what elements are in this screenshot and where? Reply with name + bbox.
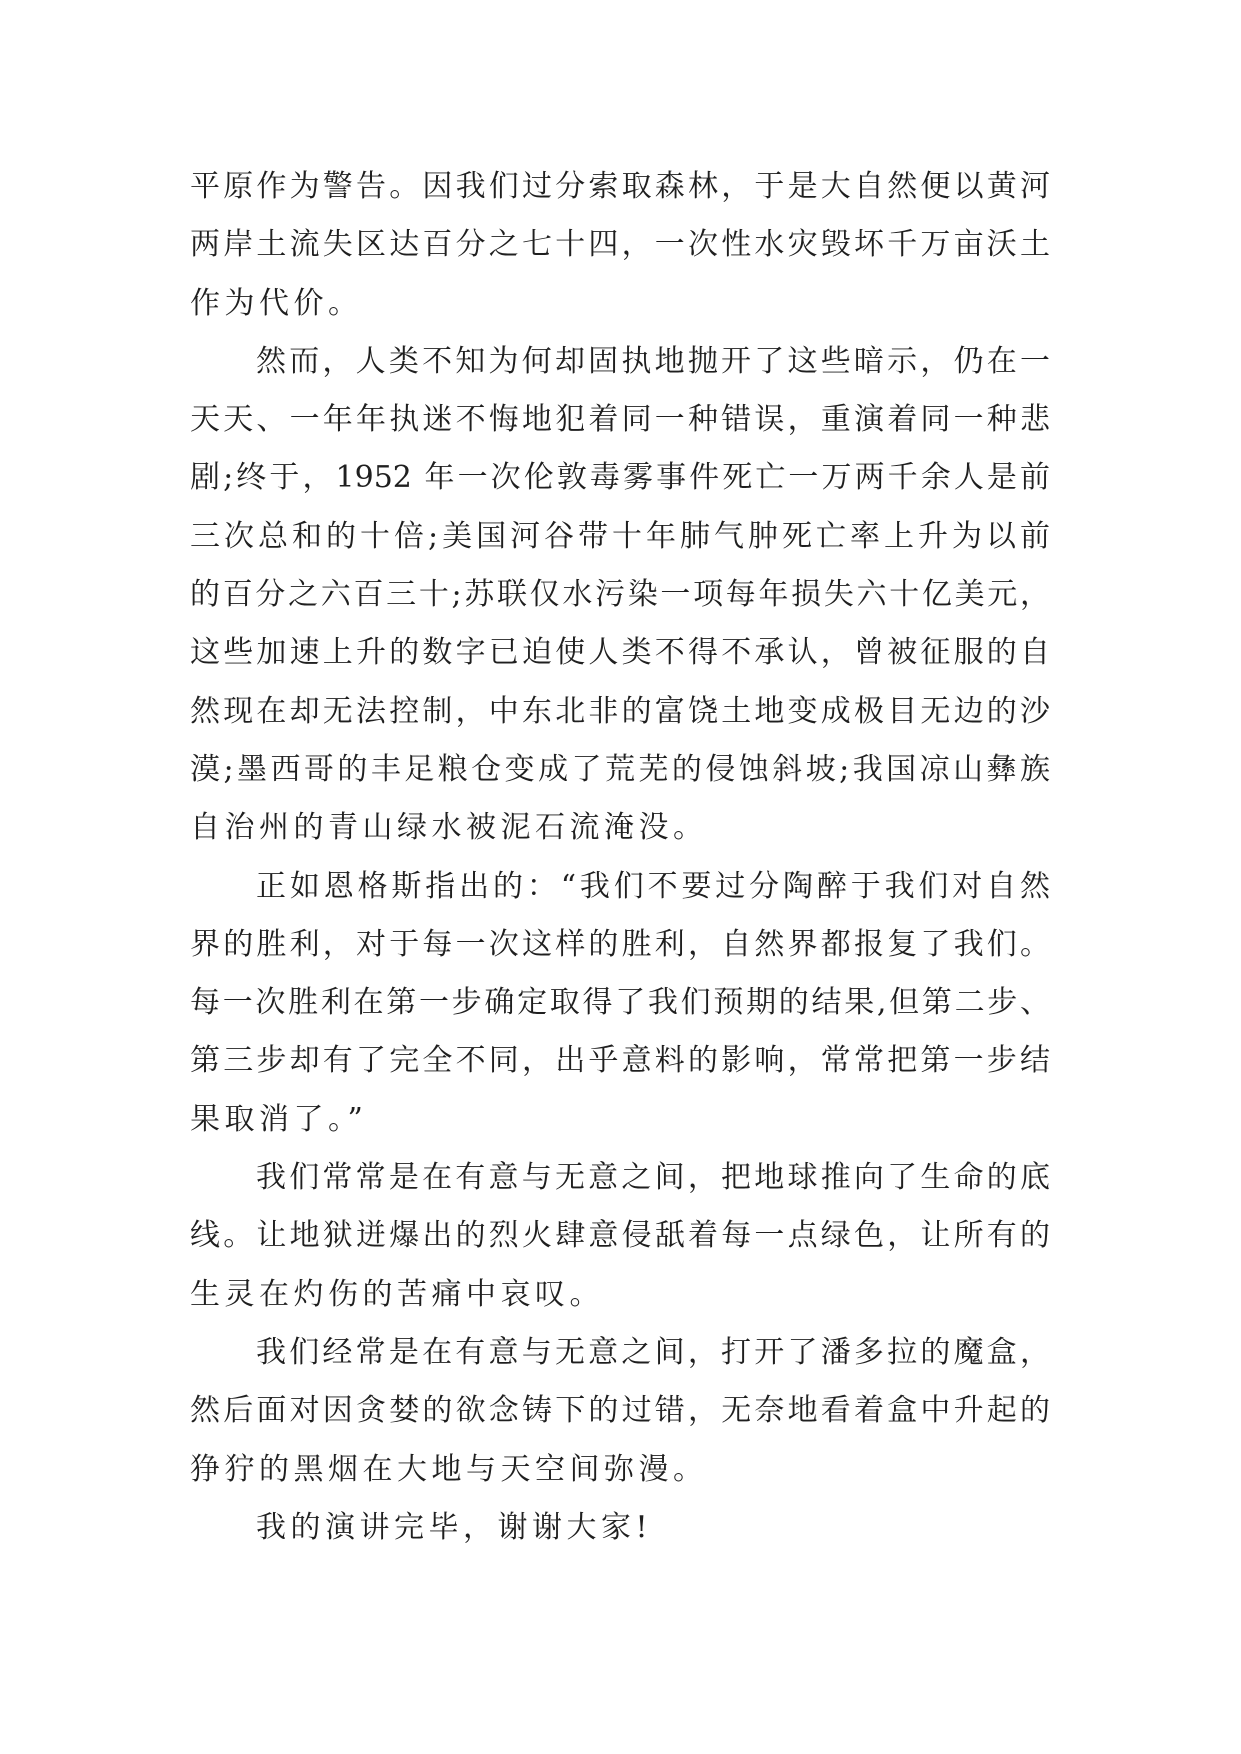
- text-line: 狰狞的黑烟在大地与天空间弥漫。: [190, 1451, 708, 1487]
- paragraph-start-line: 我们经常是在有意与无意之间，打开了潘多拉的魔盒，: [256, 1334, 1050, 1370]
- text-line: 生灵在灼伤的苦痛中哀叹。: [190, 1276, 604, 1312]
- text-line: 两岸土流失区达百分之七十四，一次性水灾毁坏千万亩沃土: [190, 227, 1050, 263]
- text-line: 第三步却有了完全不同，出乎意料的影响，常常把第一步结: [190, 1043, 1050, 1079]
- paragraph-start-line: 然而，人类不知为何却固执地抛开了这些暗示，仍在一: [256, 343, 1050, 379]
- text-line: 果取消了。”: [190, 1101, 368, 1137]
- text-line: 天天、一年年执迷不悔地犯着同一种错误，重演着同一种悲: [190, 402, 1050, 438]
- text-line: 的百分之六百三十;苏联仅水污染一项每年损失六十亿美元，: [190, 577, 1050, 613]
- closing-line: 我的演讲完毕，谢谢大家!: [256, 1509, 653, 1545]
- text-line: 每一次胜利在第一步确定取得了我们预期的结果,但第二步、: [190, 985, 1050, 1021]
- text-line: 平原作为警告。因我们过分索取森林，于是大自然便以黄河: [190, 169, 1050, 204]
- text-line: 然后面对因贪婪的欲念铸下的过错，无奈地看着盒中升起的: [190, 1393, 1050, 1429]
- text-line: 漠;墨西哥的丰足粮仓变成了荒芜的侵蚀斜坡;我国凉山彝族: [190, 751, 1050, 787]
- paragraph-start-line: 正如恩格斯指出的：“我们不要过分陶醉于我们对自然: [256, 868, 1050, 904]
- text-line: 自治州的青山绿水被泥石流淹没。: [190, 810, 708, 846]
- speech-text: [190, 158, 1050, 1557]
- text-line: 剧;终于，1952 年一次伦敦毒雾事件死亡一万两千余人是前: [190, 460, 1050, 496]
- text-line: 界的胜利，对于每一次这样的胜利，自然界都报复了我们。: [190, 926, 1050, 962]
- text-line: 作为代价。: [190, 285, 363, 321]
- text-line: 三次总和的十倍;美国河谷带十年肺气肿死亡率上升为以前: [190, 518, 1050, 554]
- paragraph-start-line: 我们常常是在有意与无意之间，把地球推向了生命的底: [256, 1160, 1050, 1196]
- text-line: 线。让地狱迸爆出的烈火肆意侵舐着每一点绿色，让所有的: [190, 1218, 1050, 1254]
- text-line: 然现在却无法控制，中东北非的富饶土地变成极目无边的沙: [190, 693, 1050, 729]
- text-line: 这些加速上升的数字已迫使人类不得不承认，曾被征服的自: [190, 635, 1050, 671]
